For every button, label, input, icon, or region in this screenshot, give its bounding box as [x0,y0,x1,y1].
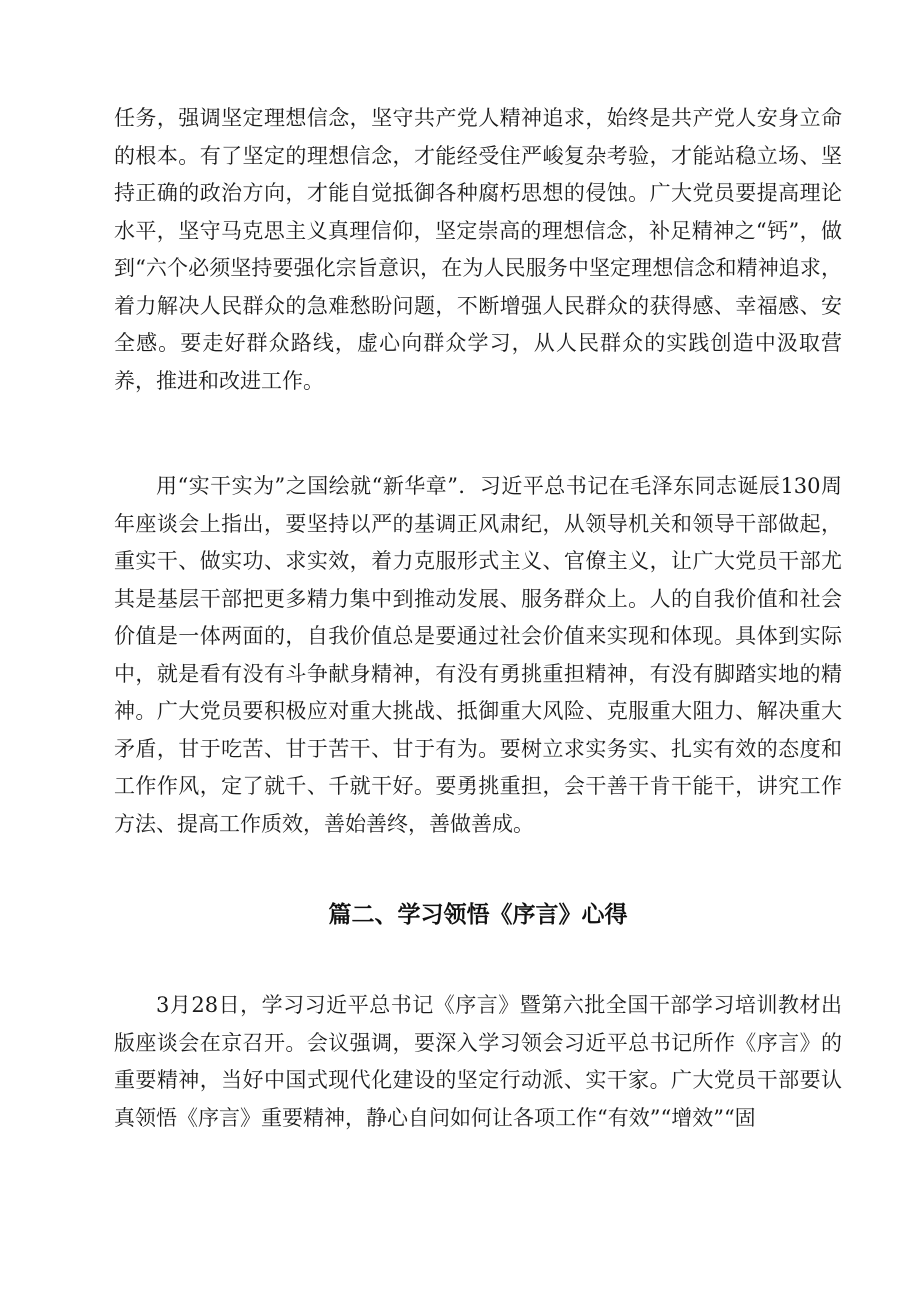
section-heading: 篇二、学习领悟《序言》心得 [328,902,628,928]
body-paragraph: 用“实干实为”之国绘就“新华章”．习近平总书记在毛泽东同志诞辰130周年座谈会上指出，要坚持以严的基调正风肃纪，从领导机关和领导干部做起，重实干、做实功、求实效，着力克服形式主义、官僚主义，让广大党员干部尤其是基层干部把更多精力集中到推动发展、服务群众上。人的自我价值和社会价值是一体两面的，自我价值总是要通过社会价值来实现和体现。具体到实际中，就是看有没有斗争献身精神，有没有勇挑重担精神，有没有脚踏实地的精神。广大党员要积极应对重大挑战、抵御重大风险、克服重大阻力、解决重大矛盾，甘于吃苦、甘于苦干、甘于有为。要树立求实务实、扎实有效的态度和工作作风，定了就千、千就干好。要勇挑重担，会干善干肯干能干，讲究工作方法、提高工作质效，善始善终，善做善成。 [114,474,842,836]
body-paragraph: 3月28日，学习习近平总书记《序言》暨第六批全国干部学习培训教材出版座谈会在京召开。会议强调，要深入学习领会习近平总书记所作《序言》的重要精神，当好中国式现代化建设的坚定行动派、实干家。广大党员干部要认真领悟《序言》重要精神，静心自问如何让各项工作“有效”“增效”“固 [114,993,842,1130]
body-paragraph: 任务，强调坚定理想信念，坚守共产党人精神追求，始终是共产党人安身立命的根本。有了坚定的理想信念，才能经受住严峻复杂考验，才能站稳立场、坚持正确的政治方向，才能自觉抵御各种腐朽思想的侵蚀。广大党员要提高理论水平，坚守马克思主义真理信仰，坚定崇高的理想信念，补足精神之“钙”，做到“六个必须坚持要强化宗旨意识，在为人民服务中坚定理想信念和精神追求，着力解决人民群众的急难愁盼问题，不断增强人民群众的获得感、幸福感、安全感。要走好群众路线，虚心向群众学习，从人民群众的实践创造中汲取营养，推进和改进工作。 [114,106,842,393]
